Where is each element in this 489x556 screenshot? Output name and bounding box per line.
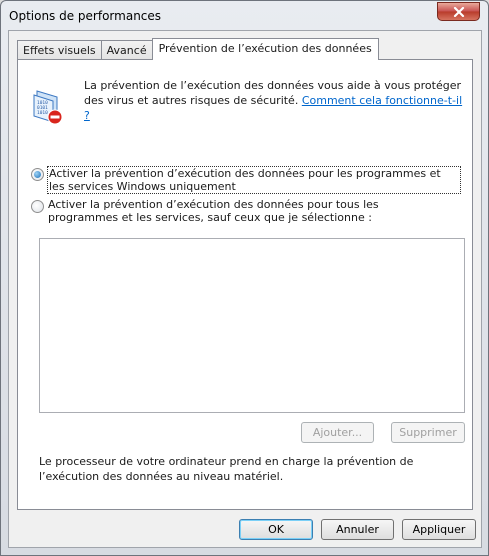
hardware-support-note: Le processeur de votre ordinateur prend en charge la prévention de l’exécution des données au niveau matériel. <box>39 455 414 483</box>
svg-text:1010: 1010 <box>37 111 48 116</box>
tab-data-execution-prevention[interactable]: Prévention de l’exécution des données <box>152 38 379 60</box>
close-button[interactable] <box>437 2 480 21</box>
add-button[interactable]: Ajouter... <box>301 422 374 443</box>
option-windows-only[interactable] <box>31 166 461 194</box>
radio-all-except-selected[interactable] <box>31 200 44 213</box>
close-icon <box>453 7 465 17</box>
svg-text:1010: 1010 <box>37 101 48 106</box>
tab-strip <box>17 38 378 60</box>
ok-button[interactable]: OK <box>239 519 313 540</box>
tab-panel <box>17 59 473 510</box>
tab-visual-effects[interactable]: Effets visuels <box>17 40 102 60</box>
option-windows-only-label[interactable]: Activer la prévention d’exécution des données pour les programmes et les services Windows uniquement <box>47 166 461 194</box>
cancel-button[interactable]: Annuler <box>321 519 394 540</box>
apply-button[interactable]: Appliquer <box>402 519 476 540</box>
remove-button[interactable]: Supprimer <box>391 422 465 443</box>
window-title: Options de performances <box>9 9 162 23</box>
radio-windows-only[interactable] <box>31 168 44 181</box>
option-all-except-selected-label[interactable]: Activer la prévention d’exécution des données pour tous les programmes et les services, sauf ceux que je sélectionne : <box>48 198 379 224</box>
dep-shield-icon <box>31 89 65 125</box>
exception-list[interactable] <box>39 238 465 413</box>
tab-advanced[interactable]: Avancé <box>101 40 153 60</box>
intro-description: La prévention de l’exécution des données vous aide à vous protéger des virus et autres risques de sécurité. <box>84 79 462 107</box>
option-all-except-selected[interactable] <box>31 198 451 224</box>
intro-text <box>84 78 464 123</box>
svg-text:0101: 0101 <box>37 106 48 111</box>
title-bar[interactable] <box>1 1 488 31</box>
how-it-works-link[interactable]: Comment cela fonctionne-t-il ? <box>84 94 463 122</box>
dialog-body <box>8 30 482 548</box>
